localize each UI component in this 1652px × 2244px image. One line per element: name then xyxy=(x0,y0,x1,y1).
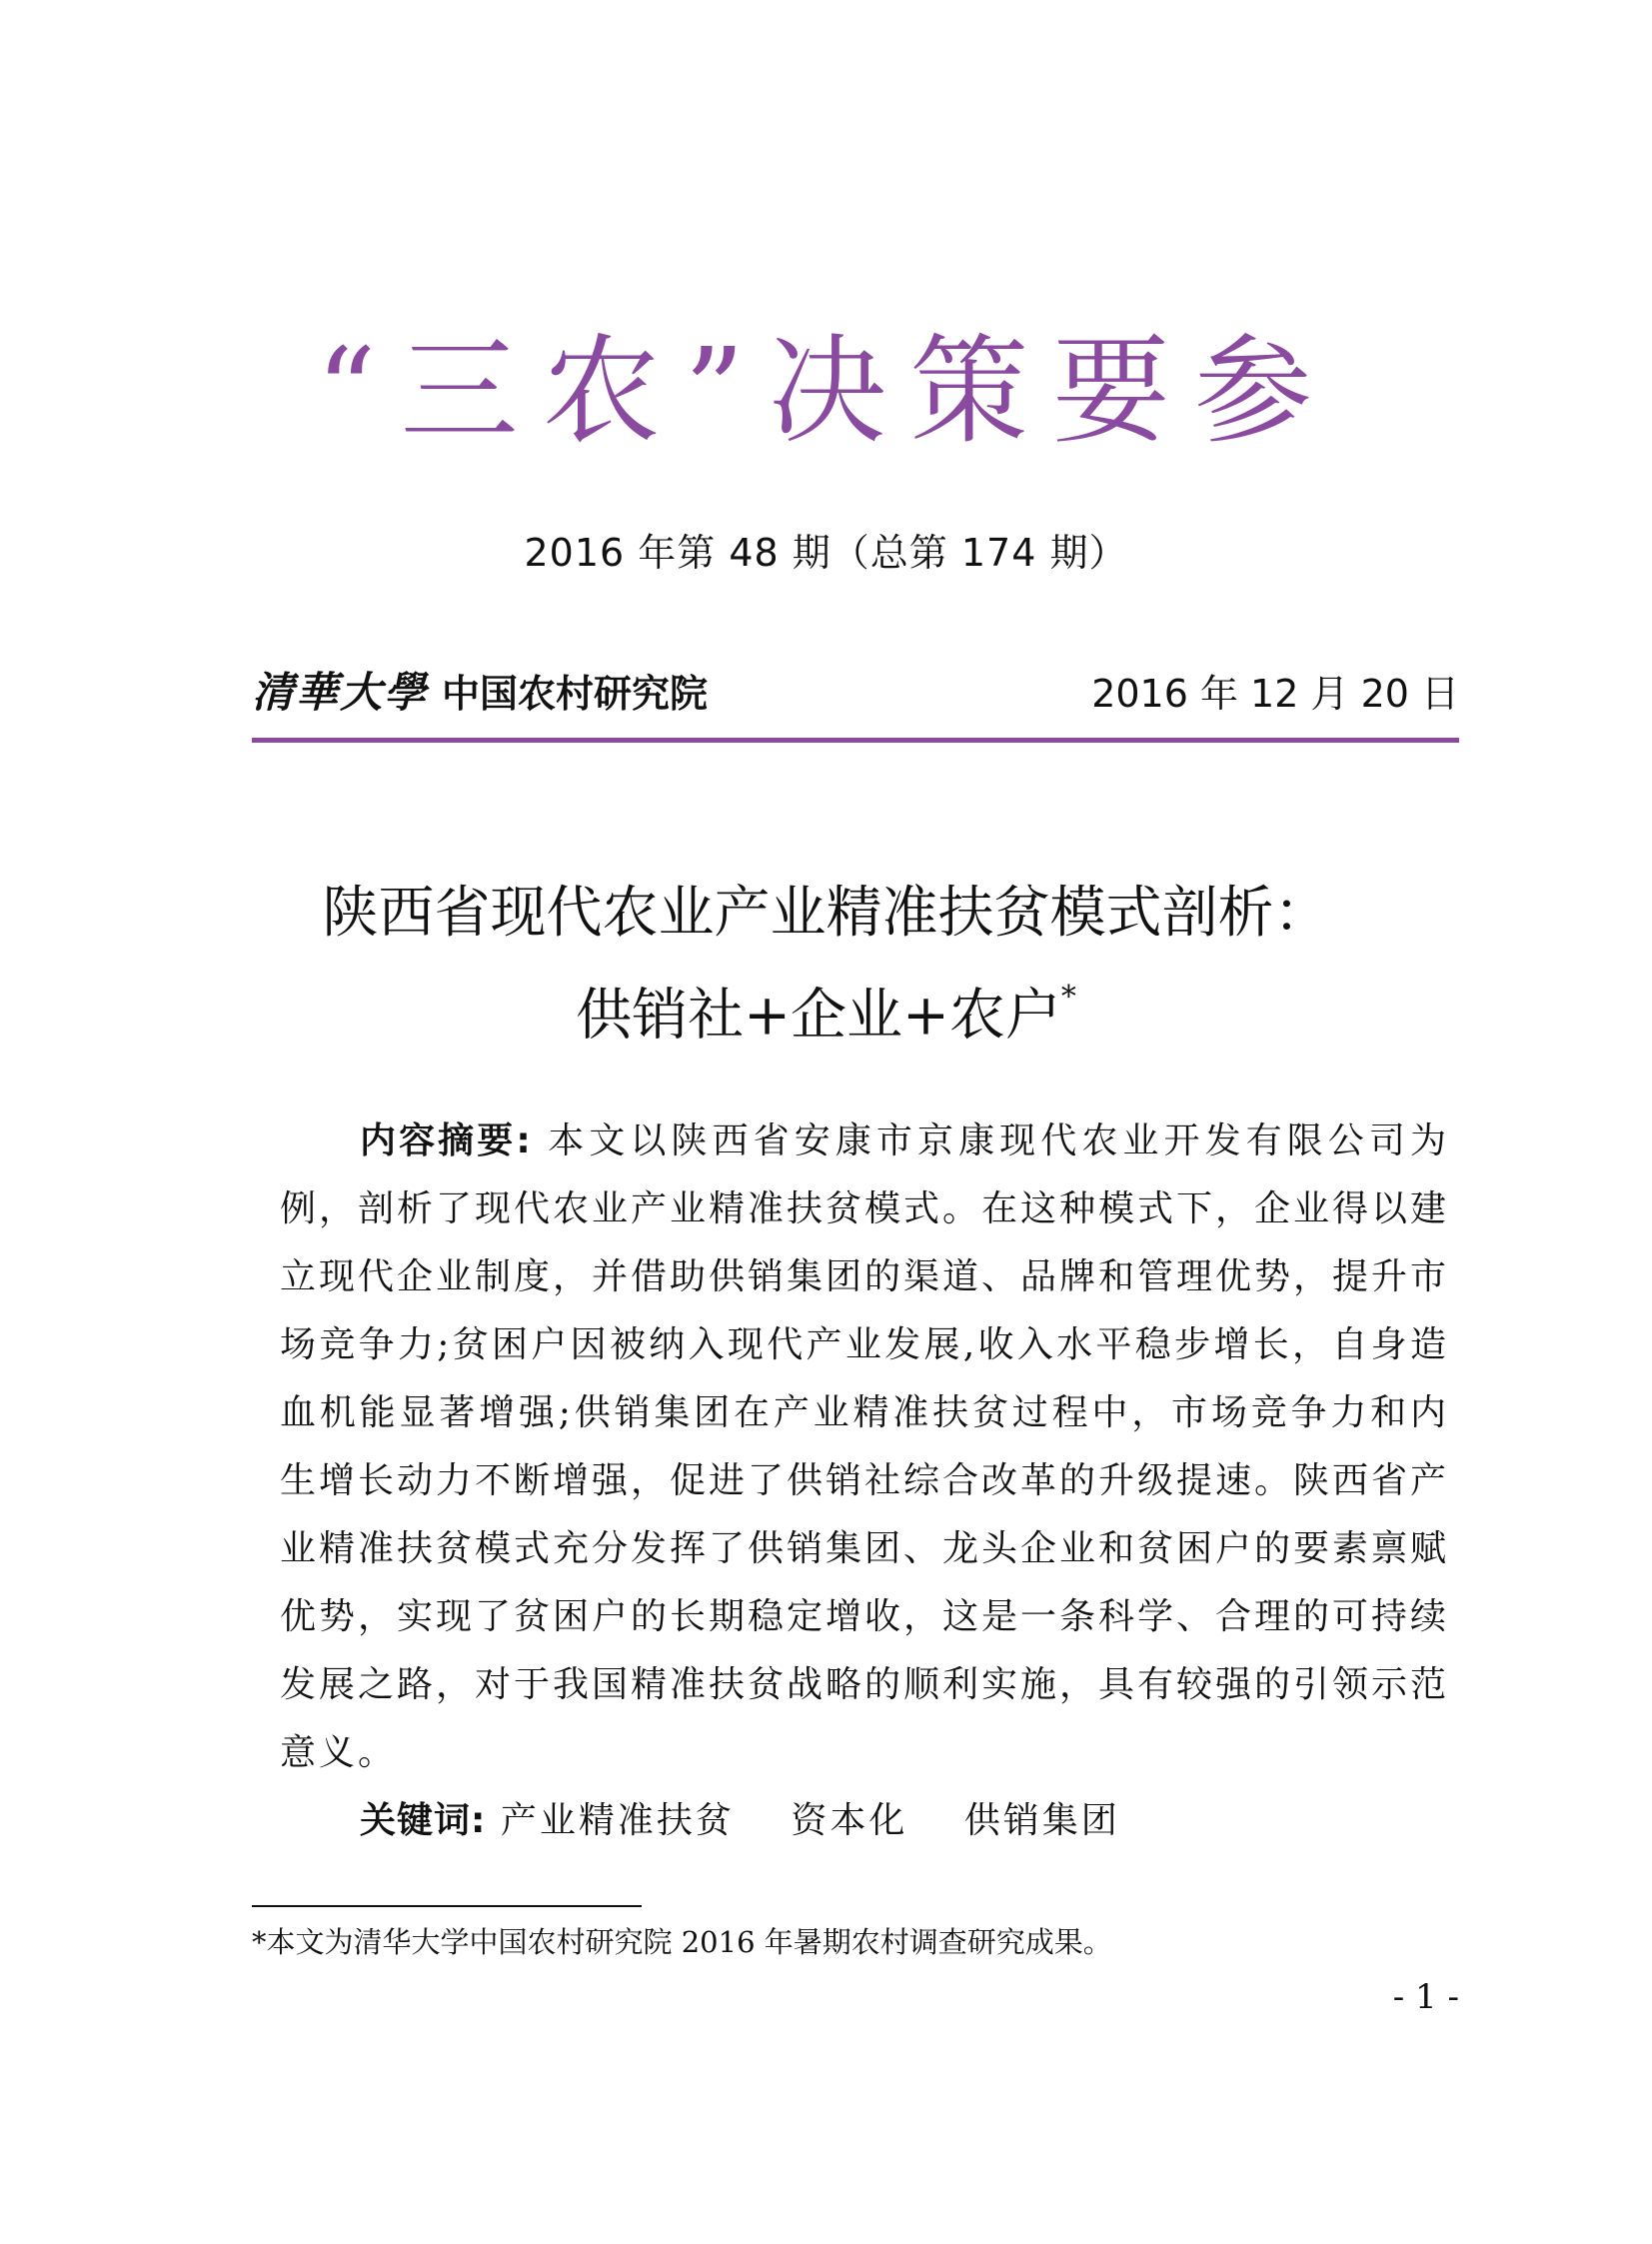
keyword: 资本化 xyxy=(791,1800,908,1841)
article-title-line-2 xyxy=(0,960,1652,1063)
article-title-line-2-text: 供销社+企业+农户 xyxy=(576,983,1061,1049)
keywords-label: 关键词: xyxy=(360,1800,487,1841)
keyword: 供销集团 xyxy=(963,1800,1120,1841)
title-footnote-mark: * xyxy=(1060,980,1076,1015)
abstract-label: 内容摘要: xyxy=(360,1121,532,1161)
masthead-title: “三农”决策要参 xyxy=(316,322,1336,460)
keywords xyxy=(360,1791,1359,1851)
footnote: *本文为清华大学中国农村研究院 2016 年暑期农村调查研究成果。 xyxy=(252,1925,1112,1959)
university-calligraphy-logo: 清華大學 xyxy=(252,668,429,717)
abstract-text: 本文以陕西省安康市京康现代农业开发有限公司为例，剖析了现代农业产业精准扶贫模式。在这种模式下，企业得以建立现代企业制度，并借助供销集团的渠道、品牌和管理优势，提升市场竞争力;贫困户因被纳入现代产业发展,收入水平稳步增长，自身造血机能显著增强;供销集团在产业精准扶贫过程中，市场竞争力和内生增长动力不断增强，促进了供销社综合改革的升级提速。陕西省产业精准扶贫模式充分发挥了供销集团、龙头企业和贫困户的要素禀赋优势，实现了贫困户的长期稳定增收，这是一条科学、合理的可持续发展之路，对于我国精准扶贫战略的顺利实施，具有较强的引领示范意义。 xyxy=(280,1121,1450,1773)
keyword: 产业精准扶贫 xyxy=(500,1800,735,1841)
page-number: - 1 - xyxy=(1392,1977,1459,2017)
institute-name: 中国农村研究院 xyxy=(442,671,709,716)
publication-date: 2016 年 12 月 20 日 xyxy=(1091,671,1459,716)
footnote-divider xyxy=(252,1905,642,1907)
publisher xyxy=(252,660,708,720)
abstract-paragraph xyxy=(280,1108,1449,1787)
header-divider xyxy=(252,738,1459,743)
article-title-line-1: 陕西省现代农业产业精准扶贫模式剖析： xyxy=(322,881,1330,946)
organization-date-row xyxy=(252,662,1459,718)
issue-number: 2016 年第 48 期（总第 174 期） xyxy=(524,531,1128,575)
article-title xyxy=(0,868,1652,1063)
